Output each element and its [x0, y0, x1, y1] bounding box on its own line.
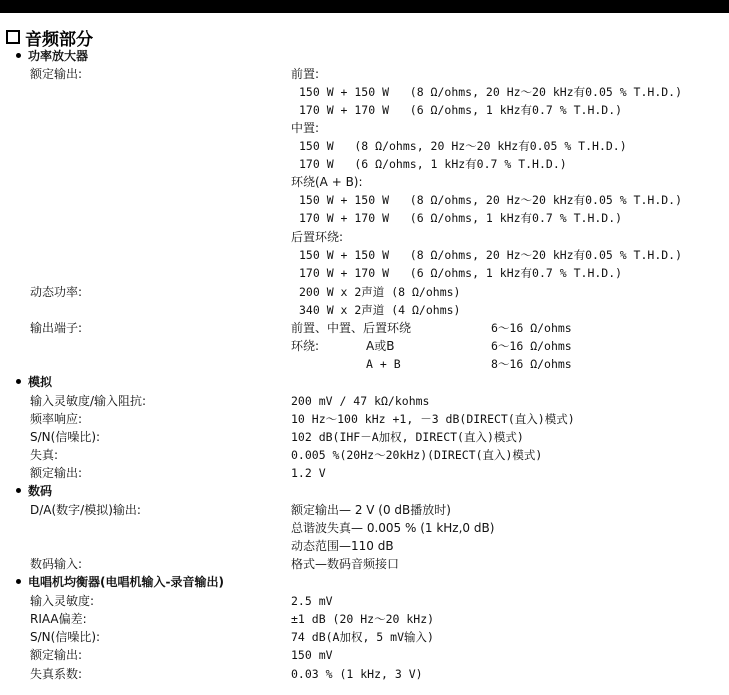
category-digital [16, 483, 52, 499]
phono-thd-label: 失真系数: [30, 667, 83, 681]
phono-sens-value: 2.5 mV [291, 594, 333, 608]
analog-dist-value: 0.005 %(20Hz～20kHz)(DIRECT(直入)模式) [291, 448, 543, 462]
section-title [6, 25, 93, 49]
bullet-icon [16, 53, 21, 58]
terminals-label: 输出端子: [30, 321, 83, 335]
terminals-aplusb: A + B [366, 357, 401, 371]
analog-dist-label: 失真: [30, 448, 59, 462]
digital-input-label: 数码输入: [30, 557, 83, 571]
category-label: 模拟 [28, 375, 53, 389]
category-label: 数码 [28, 484, 53, 498]
phono-out-label: 额定输出: [30, 648, 83, 662]
terminals-ohms-1: 6～16 Ω/ohms [491, 321, 572, 335]
rear-label: 后置环绕: [291, 230, 344, 244]
center-spec-1: 150 W (8 Ω/ohms, 20 Hz～20 kHz有0.05 % T.H.D.) [299, 139, 627, 153]
category-analog [16, 374, 52, 390]
analog-freq-label: 频率响应: [30, 412, 83, 426]
surround-spec-2: 170 W + 170 W (6 Ω/ohms, 1 kHz有0.7 % T.H.D.) [299, 211, 623, 225]
digital-da-label: D/A(数字/模拟)输出: [30, 503, 141, 517]
phono-thd-value: 0.03 % (1 kHz, 3 V) [291, 667, 423, 681]
category-amplifier [16, 48, 88, 64]
analog-sn-value: 102 dB(IHF－A加权, DIRECT(直入)模式) [291, 430, 524, 444]
analog-sens-label: 输入灵敏度/输入阻抗: [30, 394, 147, 408]
terminals-ohms-3: 8～16 Ω/ohms [491, 357, 572, 371]
analog-freq-value: 10 Hz～100 kHz +1, －3 dB(DIRECT(直入)模式) [291, 412, 575, 426]
rear-spec-2: 170 W + 170 W (6 Ω/ohms, 1 kHz有0.7 % T.H.D.) [299, 266, 623, 280]
phono-riaa-label: RIAA偏差: [30, 612, 87, 626]
category-label: 功率放大器 [28, 49, 89, 63]
terminals-ab: A或B [366, 339, 395, 353]
analog-out-label: 额定输出: [30, 466, 83, 480]
rated-output-label: 额定输出: [30, 67, 83, 81]
dynamic-spec-2: 340 W x 2声道 (4 Ω/ohms) [299, 303, 461, 317]
dynamic-power-label: 动态功率: [30, 285, 83, 299]
front-spec-1: 150 W + 150 W (8 Ω/ohms, 20 Hz～20 kHz有0.05 % T.H.D.) [299, 85, 683, 99]
terminals-text-1: 前置、中置、后置环绕 [291, 321, 412, 335]
phono-sn-label: S/N(信噪比): [30, 630, 101, 644]
phono-out-value: 150 mV [291, 648, 333, 662]
rear-spec-1: 150 W + 150 W (8 Ω/ohms, 20 Hz～20 kHz有0.05 % T.H.D.) [299, 248, 683, 262]
analog-sens-value: 200 mV / 47 kΩ/kohms [291, 394, 430, 408]
digital-da-2: 总谐波失真— 0.005 % (1 kHz,0 dB) [291, 521, 495, 535]
bullet-icon [16, 379, 21, 384]
analog-out-value: 1.2 V [291, 466, 326, 480]
surround-spec-1: 150 W + 150 W (8 Ω/ohms, 20 Hz～20 kHz有0.05 % T.H.D.) [299, 193, 683, 207]
front-spec-2: 170 W + 170 W (6 Ω/ohms, 1 kHz有0.7 % T.H.D.) [299, 103, 623, 117]
terminals-text-2: 环绕: [291, 339, 320, 353]
dynamic-spec-1: 200 W x 2声道 (8 Ω/ohms) [299, 285, 461, 299]
center-spec-2: 170 W (6 Ω/ohms, 1 kHz有0.7 % T.H.D.) [299, 157, 567, 171]
digital-da-1: 额定输出— 2 V (0 dB播放时) [291, 503, 451, 517]
category-label: 电唱机均衡器(电唱机输入-录音输出) [28, 575, 224, 589]
category-phono [16, 574, 224, 590]
center-label: 中置: [291, 121, 320, 135]
phono-riaa-value: ±1 dB (20 Hz～20 kHz) [291, 612, 435, 626]
front-label: 前置: [291, 67, 320, 81]
section-title-text: 音频部分 [25, 29, 93, 50]
checkbox-icon [6, 30, 20, 44]
analog-sn-label: S/N(信噪比): [30, 430, 101, 444]
bullet-icon [16, 488, 21, 493]
digital-input-value: 格式—数码音频接口 [291, 557, 400, 571]
digital-da-3: 动态范围—110 dB [291, 539, 394, 553]
phono-sens-label: 输入灵敏度: [30, 594, 95, 608]
phono-sn-value: 74 dB(A加权, 5 mV输入) [291, 630, 434, 644]
surround-label: 环绕(A + B): [291, 175, 363, 189]
top-bar [0, 0, 729, 13]
bullet-icon [16, 579, 21, 584]
terminals-ohms-2: 6～16 Ω/ohms [491, 339, 572, 353]
